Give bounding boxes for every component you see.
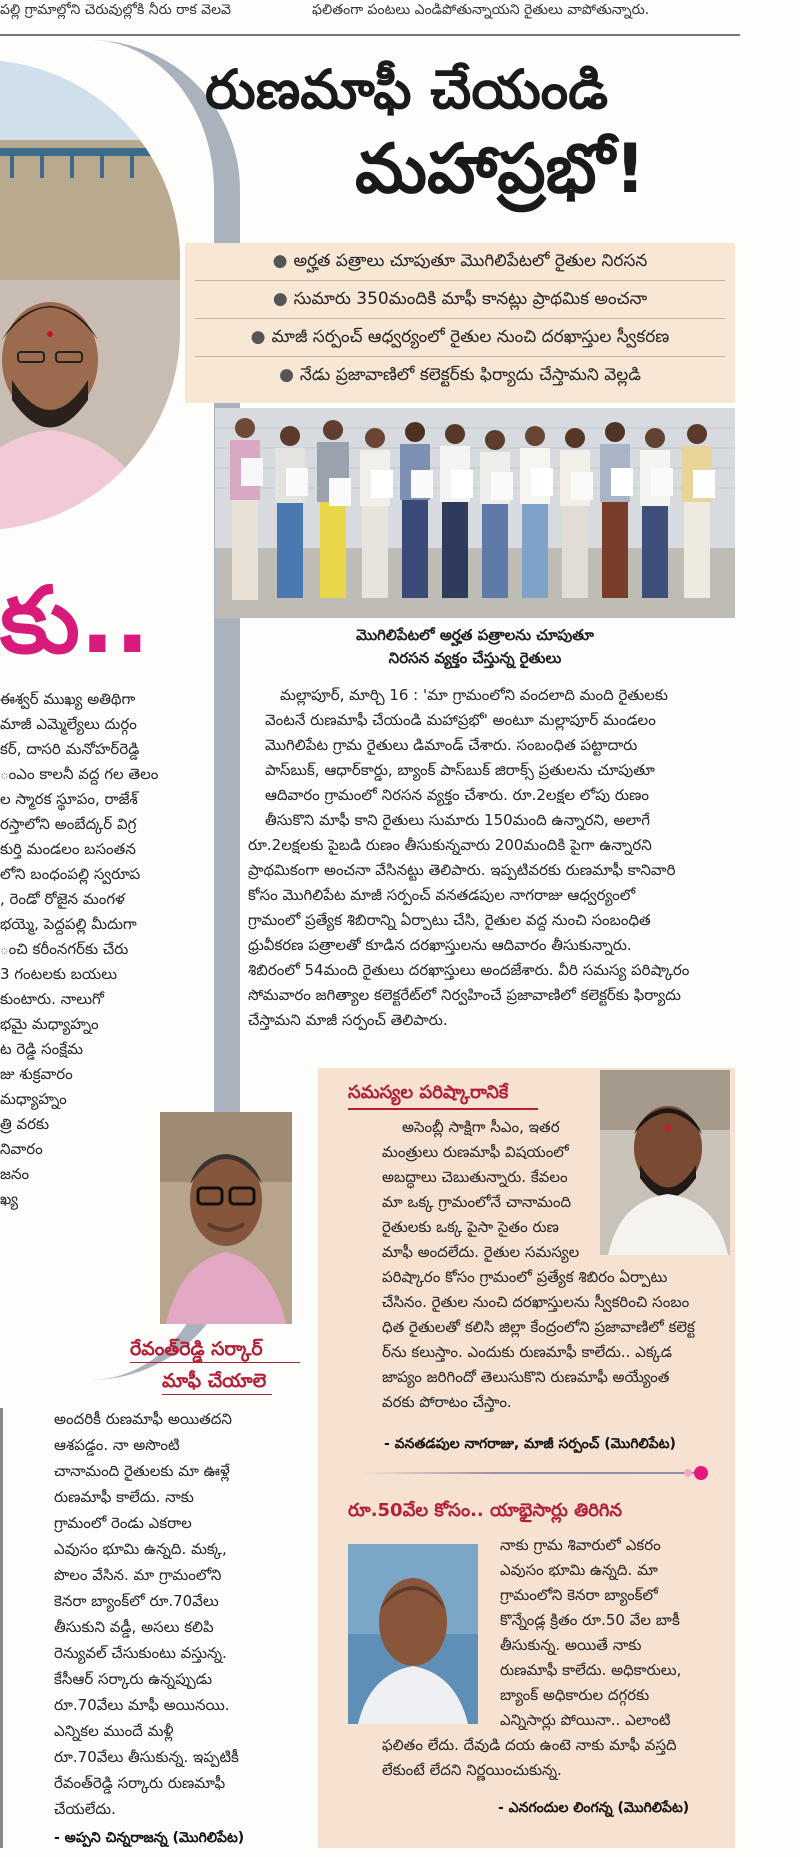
divider-small-dot-icon — [684, 1469, 692, 1477]
highlight-text: అర్హత పత్రాలు చూపుతూ మొగిలిపేటలో రైతుల నిరసన — [293, 251, 648, 271]
left-column-line: జు శుక్రవారం — [0, 1065, 73, 1083]
highlight-text: నేడు ప్రజావాణిలో కలెక్టర్‌కు ఫిర్యాదు చేస్తామని వెల్లడి — [299, 365, 641, 385]
article-line: ప్రాథమికంగా అంచనా వేసినట్టు తెలిపారు. ఇప్పటివరకు రుణమాఫీ కానివారి — [248, 861, 676, 879]
quote-line: అబద్ధాలు చెబుతున్నారు. కేవలం — [382, 1168, 568, 1186]
quote-line: మంత్రులు రుణమాఫీ విషయంలో — [382, 1143, 569, 1161]
left-column-line: నివారం — [0, 1140, 43, 1158]
left-column-line: , రెండో రోజైన మంగళ — [0, 890, 125, 908]
left-column-line: మాజీ ఎమ్మెల్యేలు దుర్గం — [0, 715, 137, 733]
quote-line: రూ.70వేలు మాఫీ అయినయి. — [54, 1696, 230, 1714]
left-column-line: ఈశ్వర్ ముఖ్య అతిథిగా — [0, 690, 136, 708]
sarpanch-portrait — [600, 1070, 730, 1255]
article-line: ధ్రువీకరణ పత్రాలతో కూడిన దరఖాస్తులను ఆదివారం తీసుకున్నారు. — [248, 936, 632, 954]
quote-line: పరిష్కారం కోసం గ్రామంలో ప్రత్యేక శిబిరం ఏర్పాటు — [382, 1268, 668, 1286]
left-column-line: భమై మధ్యాహ్నం — [0, 1015, 99, 1033]
quote-line: పొలం వేసిన. మా గ్రామంలోని — [54, 1566, 222, 1584]
left-column-line: ఖ్య — [0, 1190, 19, 1208]
quote-line: అందరికీ రుణమాఫీ అయితదని — [54, 1410, 232, 1428]
quote-line: రుణమాఫీ కాలేదు. నాకు — [54, 1488, 194, 1506]
quote-line: చేయలేదు. — [54, 1800, 116, 1818]
left-column-line: త్రి వరకు — [0, 1115, 50, 1133]
quote-line: ర్‌ను కలుస్తాం. ఎందుకు రుణమాఫీ కాలేదు.. ఎక్కడ — [382, 1343, 673, 1361]
quote-attribution-3: - అప్పని చిన్నరాజన్న (మొగిలిపేట) — [54, 1830, 245, 1846]
farmer-lingann-portrait — [348, 1544, 478, 1724]
quote-heading-2: రూ.50వేల కోసం.. యాభైసార్లు తిరిగిన — [348, 1500, 623, 1521]
left-column-line: ట రెడ్డి సంక్షేమ — [0, 1040, 83, 1058]
politician-photo — [0, 60, 180, 530]
article-line: కోసం మొగిలిపేట మాజీ సర్పంచ్ వనతడపుల నాగరాజు ఆధ్వర్యంలో — [248, 886, 636, 904]
article-line: సోమవారం జగిత్యాల కలెక్టరేట్‌లో నిర్వహించే ప్రజావాణిలో కలెక్టర్‌కు ఫిర్యాదు — [248, 986, 681, 1004]
highlight-text: మాజీ సర్పంచ్ ఆధ్వర్యంలో రైతుల నుంచి దరఖాస్తుల స్వీకరణ — [271, 327, 670, 347]
quote-line: కెనరా బ్యాంక్‌లో రూ.70వేలు — [54, 1592, 219, 1610]
left-column-line: రస్తాలోని అంబేద్కర్ విగ్ర — [0, 815, 137, 833]
quote-line: మా ఒక్క గ్రామంలోనే చానామంది — [382, 1193, 572, 1211]
quote-line: ఫలితం లేదు. దేవుడి దయ ఉంటె నాకు మాఫీ వస్తది — [382, 1736, 677, 1754]
left-column-line: జనం — [0, 1165, 30, 1183]
quote-line: రూ.70వేలు తీసుకున్న. ఇప్పటికీ — [54, 1748, 239, 1766]
quote-line: తీసుకున్న. అయితే నాకు — [500, 1636, 642, 1654]
farmers-protest-photo — [215, 408, 735, 618]
article-line: శిబిరంలో 54మంది రైతులు దరఖాస్తులు అందజేశారు. వీరి సమస్య పరిష్కారం — [248, 961, 690, 979]
quote-line: బ్యాంక్ అధికారుల దగ్గరకు — [500, 1686, 650, 1704]
left-column-line: మధ్యాహ్నం — [0, 1090, 67, 1108]
top-strip-right-text: ఫలితంగా పంటలు ఎండిపోతున్నాయని రైతులు వాపోతున్నారు. — [312, 2, 650, 18]
quote-heading-underline — [130, 1362, 300, 1363]
left-column-line: ంఎం కాలనీ వద్ద గల తెలం — [0, 765, 159, 783]
quote-line: రెన్యువల్ చేసుకుంటు వస్తున్న. — [54, 1644, 227, 1662]
quote-line: చేసినం. రైతుల నుంచి దరఖాస్తులను స్వీకరించి సంబం — [382, 1293, 690, 1311]
highlight-text: సుమారు 350మందికి మాఫీ కానట్లు ప్రాథమిక అంచనా — [293, 289, 648, 309]
left-column-line: లోని బంధంపల్లి స్వరూప — [0, 865, 141, 883]
left-column-line: కుంటారు. నాలుగో — [0, 990, 104, 1008]
highlight-item — [185, 327, 735, 351]
left-column-line: కుర్తి మండలం బసంతన — [0, 840, 136, 858]
quote-line: ఎవుసం భూమి ఉన్నది. మక్క, — [54, 1540, 227, 1558]
quote-line: తీసుకుని వడ్డీ, అసలు కలిపి — [54, 1618, 214, 1636]
article-line: మొగిలిపేట గ్రామ రైతులు డిమాండ్ చేశారు. సంబంధిత పట్టాదారు — [265, 736, 638, 754]
quote-line: కొన్నేండ్ల క్రితం రూ.50 వేల బాకీ — [500, 1611, 680, 1629]
column-edge-rule — [0, 1408, 3, 1848]
top-strip-left-text: పల్లి గ్రామాల్లోని చెరువుల్లోకి నీరు రాక వెలవె — [0, 2, 231, 18]
quote-heading-3-line-2: మాఫీ చేయాలె — [162, 1370, 267, 1392]
quote-attribution-2: - ఎనగందుల లింగన్న (మొగిలిపేట) — [498, 1800, 690, 1816]
top-divider — [0, 34, 740, 36]
quote-heading-3-line-1: రేవంత్‌రెడ్డి సర్కార్ — [130, 1338, 263, 1360]
quote-line: వరకు పోరాటం చేస్తాం. — [382, 1393, 512, 1411]
article-line: మల్లాపూర్, మార్చి 16 : 'మా గ్రామంలోని వందలాది మంది రైతులకు — [280, 686, 668, 704]
quote-heading-underline — [348, 1108, 538, 1110]
quote-line: లేకుంటే లేదని నిర్ణయించుకున్న. — [382, 1761, 562, 1779]
left-column-line: కర్, దాసరి మనోహర్‌రెడ్డి — [0, 740, 140, 758]
left-column-line: ంచి కరీంనగర్‌కు చేరు — [0, 940, 129, 958]
highlight-item — [185, 251, 735, 275]
quote-line: అసెంబ్లీ సాక్షిగా సీఎం, ఇతర — [402, 1118, 560, 1136]
headline-line-2: మహాప్రభో! — [355, 130, 646, 209]
article-line: ఆదివారం గ్రామంలో నిరసన వ్యక్తం చేశారు. రూ.2లక్షల లోపు రుణం — [265, 786, 650, 804]
bullet-icon: ● — [272, 289, 288, 309]
quote-line: ఎవుసం భూమి ఉన్నది. మా — [500, 1561, 658, 1579]
bullet-icon: ● — [250, 327, 266, 347]
left-headline-fragment: కు.. — [0, 567, 150, 674]
article-line: పాస్‌బుక్, ఆధార్‌కార్డు, బ్యాంక్ పాస్‌బుక్ జిరాక్స్ ప్రతులను చూపుతూ — [265, 761, 655, 779]
quote-line: నాకు గ్రామ శివారులో ఎకరం — [500, 1536, 661, 1554]
quote-heading-underline — [162, 1394, 272, 1395]
quote-attribution-1: - వనతడపుల నాగరాజు, మాజీ సర్పంచ్ (మొగిలిపేట) — [384, 1436, 676, 1452]
highlight-divider — [195, 280, 725, 281]
quote-line: రైతులకు ఒక్క పైసా సైతం రుణ — [382, 1218, 559, 1236]
left-column-line: 3 గంటలకు బయలు — [0, 965, 118, 983]
quote-line: రేవంత్‌రెడ్డి సర్కారు రుణమాఫీ — [54, 1774, 226, 1792]
article-line: రూ.2లక్షలకు పైబడి రుణం తీసుకున్నవారు 200మందికి పైగా ఉన్నారని — [248, 836, 652, 854]
previous-article-strip — [0, 0, 800, 28]
highlights-box — [185, 243, 735, 403]
left-column-line: భయ్మె, పెద్దపల్లి మీదుగా — [0, 915, 137, 933]
farmer-chinnarajanna-portrait — [160, 1112, 292, 1324]
left-column-line: ల స్మారక స్థూపం, రాజేశ్ — [0, 790, 138, 808]
divider-dot-icon — [694, 1466, 708, 1480]
bullet-icon: ● — [272, 251, 288, 271]
photo-caption-line-1: మొగిలిపేటలో అర్హత పత్రాలను చూపుతూ — [356, 626, 594, 644]
highlight-item — [185, 365, 735, 389]
article-line: చేస్తామని మాజీ సర్పంచ్ తెలిపారు. — [248, 1011, 448, 1029]
quote-line: గ్రామంలోని కెనరా బ్యాంక్‌లో — [500, 1586, 658, 1604]
article-line: గ్రామంలో ప్రత్యేక శిబిరాన్ని ఏర్పాటు చేసి, రైతుల వద్ద నుంచి సంబంధిత — [248, 911, 651, 929]
quote-line: గ్రామంలో రెండు ఎకరాల — [54, 1514, 192, 1532]
quote-line: మాఫీ అందలేదు. రైతుల సమస్యల — [382, 1243, 580, 1261]
quote-line: ఎన్నిసార్లు పోయినా.. ఎలాంటి — [500, 1711, 671, 1729]
highlight-divider — [195, 356, 725, 357]
quote-line: ఎన్నికల ముందే మళ్లీ — [54, 1722, 174, 1740]
quote-divider — [360, 1472, 700, 1474]
highlight-item — [185, 289, 735, 313]
quote-line: రుణమాఫీ కాలేదు. అధికారులు, — [500, 1661, 682, 1679]
article-line: వెంటనే రుణమాఫీ చేయండి మహాప్రభో' అంటూ మల్లాపూర్ మండలం — [265, 711, 656, 729]
quote-line: ఆశపడ్డం. నా అసొంటి — [54, 1436, 180, 1454]
photo-caption-line-2: నిరసన వ్యక్తం చేస్తున్న రైతులు — [388, 649, 562, 667]
highlight-divider — [195, 318, 725, 319]
quote-line: జాప్యం జరిగిందో తెలుసుకొని రుణమాఫీ అయ్యేంత — [382, 1368, 670, 1386]
quote-heading-1: సమస్యల పరిష్కారానికే — [348, 1082, 509, 1103]
bullet-icon: ● — [279, 365, 294, 385]
article-line: తీసుకొని మాఫీ కాని రైతులు సుమారు 150మంది ఉన్నారని, అలాగే — [265, 811, 650, 829]
quote-line: చానామంది రైతులకు మా ఊళ్లే — [54, 1462, 230, 1480]
quote-line: కేసీఆర్ సర్కారు ఉన్నప్పుడు — [54, 1670, 213, 1688]
headline-line-1: రుణమాఫీ చేయండి — [205, 58, 609, 121]
quote-line: ధిత రైతులతో కలిసి జిల్లా కేంద్రంలోని ప్రజావాణిలో కలెక్ట — [382, 1318, 695, 1336]
